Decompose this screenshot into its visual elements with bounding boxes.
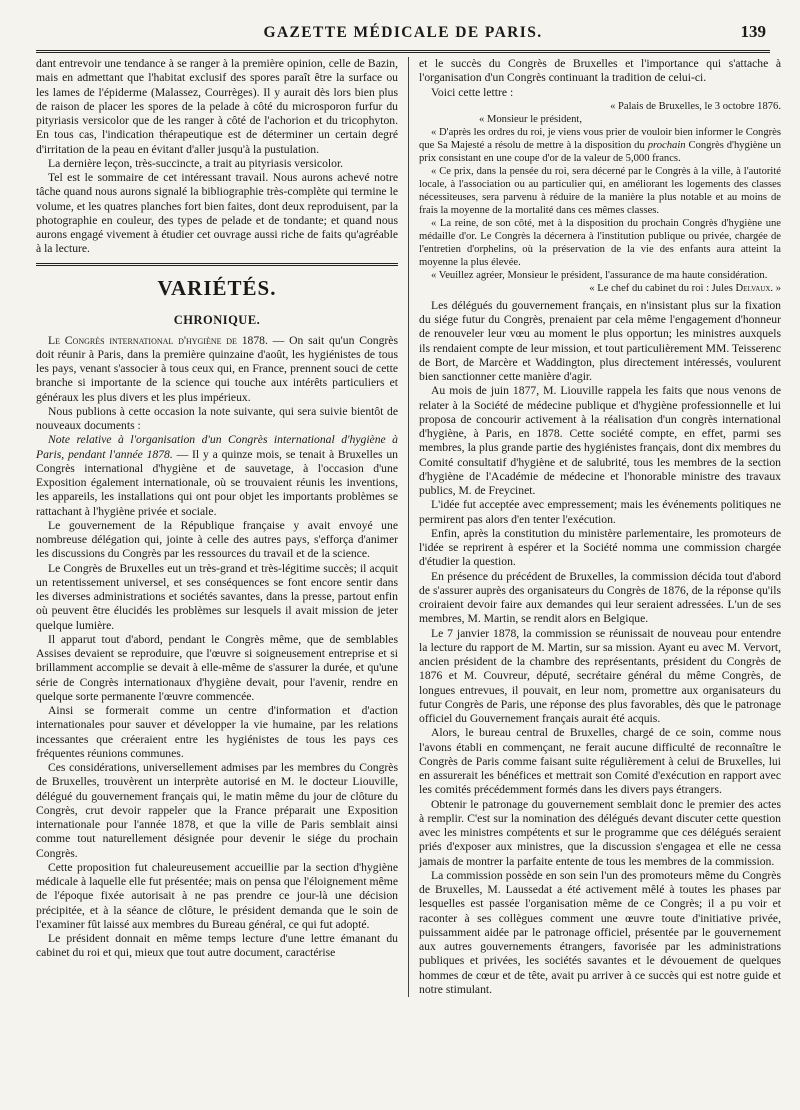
- paragraph: La commission possède en son sein l'un des promoteurs même du Congrès de Bruxelles, M. Laussedat a été activement mêlé à toutes les phases par lesquelles est passée l'organisation même de ce Congrès; il a pu voir et raconter à ses collègues comment une œuvre toute d'initiative privée, puissamment aidée par le patronage officiel, présentée par le gouvernement aux autres gouvernements étrangers, favorisée par les administrations publiques et privées, les sociétés savantes et le dévouement de quelques hommes de cœur et de tête, avait pu arriver à ce succès qui est notre guide et notre stimulant.: [419, 868, 781, 996]
- paragraph: Le président donnait en même temps lecture d'une lettre émanant du cabinet du roi et qui, mieux que tout autre document, caractérise: [36, 932, 398, 960]
- letter-signature: « Le chef du cabinet du roi : Jules Delvaux. »: [589, 282, 781, 294]
- section-title: VARIÉTÉS.: [157, 275, 277, 300]
- journal-title: GAZETTE MÉDICALE DE PARIS.: [263, 24, 543, 41]
- paragraph: dant entrevoir une tendance à se ranger à la première opinion, celle de Bazin, mais en admettant que l'habitat exclusif des spores paraît être la surface ou les lames de l'épiderme (Malassez, Courrèges). Il y aurait dès lors bien plus de raison de placer les spores de la pelade à côté du microsporon furfur du pityriasis versicolor que de les ranger à côté de l'achorion et du tricophyton. En tous cas, l'indication thérapeutique est de déterminer un certain degré d'irritation de la peau en évitant d'aller jusqu'à la pustulation.: [36, 57, 398, 156]
- paragraph: Enfin, après la constitution du ministère parlementaire, les promoteurs de l'idée se reprirent à espérer et la Société nomma une commission chargée d'étudier la question.: [419, 526, 781, 569]
- left-column: [36, 57, 398, 997]
- paragraph: et le succès du Congrès de Bruxelles et l'importance qui s'attache à l'organisation d'un Congrès continuant la tradition de celui-ci.: [419, 57, 781, 85]
- paragraph: Les délégués du gouvernement français, en n'insistant plus sur la fixation du siége futur du Congrès, prenaient par cela même l'engagement d'honneur de renouveler leur vœu au moment le plus opportun; les ministres auxquels ils rendaient compte de leur mission, et tout particulièrement MM. Teisserenc de Bort, de Marcère et Waddington, plus directement intéressés, voulurent bien sanctionner cette manière d'agir.: [419, 298, 781, 383]
- right-column: [408, 57, 781, 997]
- article-lead: Le Congrès international d'hygiène de 1878.: [48, 333, 268, 347]
- letter-dateline: « Palais de Bruxelles, le 3 octobre 1876.: [610, 100, 781, 112]
- paragraph: Alors, le bureau central de Bruxelles, chargé de ce soin, comme nous l'avons établi en commençant, ne ferait aucune difficulté de reconnaître le Congrès de Paris comme faisant suite régulièrement à celui de Bruxelles, lui en assurerait les bénéfices et mettrait son Comité d'exécution en rapport avec les comités précédemment formés dans les divers pays étrangers.: [419, 726, 781, 797]
- paragraph: Le 7 janvier 1878, la commission se réunissait de nouveau pour entendre la lecture du rapport de M. Martin, sur sa mission. Ayant eu avec M. Vervort, ancien président de la chambre des représentants, président du Congrès de 1876 et M. Couvreur, député, secrétaire général du même Congrès, de longues entrevues, il pouvait, en leur nom, promettre aux organisateurs du futur Congrès de Paris, une réponse des plus favorables, dès que le patronage officiel du Gouvernement français aurait été acquis.: [419, 626, 781, 725]
- paragraph: Le Congrès international d'hygiène de 1878. — On sait qu'un Congrès doit réunir à Paris, dans la première quinzaine d'août, les hygiénistes de tous les pays, venant s'associer à tous ceux qui, en France, prennent souci de cette branche si importante de la science qui touche aux intérêts particuliers et généraux les plus divers et les plus impérieux.: [36, 333, 398, 404]
- page-number: 139: [740, 22, 766, 41]
- letter-paragraph: « Ce prix, dans la pensée du roi, sera décerné par le Congrès à la ville, à l'autorité locale, à l'association ou au particulier qui, en améliorant les logements des classes nécessiteuses, sera parvenu à réduire de la manière la plus notable et au moins de frais la moyenne de la mortalité dans ces mêmes classes.: [419, 165, 781, 216]
- paragraph: Ces considérations, universellement admises par les membres du Congrès de Bruxelles, trouvèrent un interprète autorisé en M. le docteur Liouville, délégué du gouvernement français qui, le matin même du jour de clôture du Congrès, crut devoir rappeler que la France préparait une Exposition internationale pour l'année 1878, et que la ville de Paris semblait ainsi comme tout naturellement désignée pour devenir le siége du prochain Congrès.: [36, 761, 398, 860]
- paragraph: Voici cette lettre :: [431, 85, 514, 99]
- running-head: [36, 22, 770, 48]
- paragraph: Il apparut tout d'abord, pendant le Congrès même, que de semblables Assises devaient se reproduire, que l'œuvre si soigneusement entreprise et si brillamment accomplie se devait à elle-même de s'assurer la durée, et qu'une série de Congrès internationaux d'hygiène devait, pour l'avenir, rendre en quelque sorte permanente l'œuvre commencée.: [36, 632, 398, 703]
- paragraph: La dernière leçon, très-succincte, a trait au pityriasis versicolor.: [48, 156, 344, 170]
- paragraph: Obtenir le patronage du gouvernement semblait donc le premier des actes à remplir. C'est sur la nomination des délégués devant discuter cette question avec les ministres compétents et sur le programme que ces délégués seraient priés d'exposer aux ministres, que la discussion s'engagea et elle ne cessa jamais de montrer la parfaite entente de tous les membres de la commission.: [419, 797, 781, 868]
- note-title: Note relative à l'organisation d'un Congrès international d'hygiène à Paris, pendant l'année 1878.: [36, 433, 398, 461]
- letter-paragraph: « Veuillez agréer, Monsieur le président, l'assurance de ma haute considération.: [431, 269, 768, 281]
- section-divider: [36, 263, 398, 266]
- paragraph: Le gouvernement de la République française y avait envoyé une nombreuse délégation qui, jointe à celle des autres pays, s'efforça d'animer les discussions du Congrès par les ressources du travail et de la science.: [36, 518, 398, 561]
- paragraph: Note relative à l'organisation d'un Congrès international d'hygiène à Paris, pendant l'année 1878. — Il y a quinze mois, se tenait à Bruxelles un Congrès international d'hygiène et de sauvetage, à l'occasion d'une Exposition également internationale, où se trouvaient réunis les inventions, les appareils, les installations qui ont pour objet les importants problèmes se rattachant à l'hygiène privée et sociale.: [36, 433, 398, 518]
- paragraph: L'idée fut acceptée avec empressement; mais les événements politiques ne permirent pas alors d'en tenter l'exécution.: [419, 498, 781, 526]
- letter-paragraph: « D'après les ordres du roi, je viens vous prier de vouloir bien informer le Congrès que Sa Majesté a résolu de mettre à la disposition du prochain Congrès d'hygiène un prix consistant en une coupe d'or de la valeur de 5,000 francs.: [419, 126, 782, 164]
- subsection-title: CHRONIQUE.: [173, 312, 261, 327]
- paragraph: Le Congrès de Bruxelles eut un très-grand et très-légitime succès; il acquit un retentissement universel, et ses conséquences se font encore sentir dans les diverses administrations et sociétés savantes, dans la presse, partout enfin où peuvent être élucidés les problèmes sur lesquels il avait mission de jeter quelque lumière.: [36, 561, 398, 632]
- text-columns: [36, 57, 782, 997]
- paragraph: Nous publions à cette occasion la note suivante, qui sera suivie bientôt de nouveaux documents :: [36, 404, 398, 432]
- letter-paragraph: « La reine, de son côté, met à la disposition du prochain Congrès d'hygiène une médaille d'or. Le Congrès la décernera à l'institution publique ou privée, chargée de l'entretien d'orphelins, où la préservation de la vie des enfants aura atteint la moyenne la plus élevée.: [419, 217, 781, 268]
- paragraph: Ainsi se formerait comme un centre d'information et d'action internationales pour sauver et développer la vie humaine, par les relations incessantes que créeraient entre les hygiénistes de tous les pays ces fréquentes réunions communes.: [36, 704, 398, 760]
- header-rule: [36, 50, 770, 53]
- letter-salutation: « Monsieur le président,: [479, 113, 582, 125]
- paragraph: En présence du précédent de Bruxelles, la commission décida tout d'abord de s'assurer auprès des organisateurs du Congrès de 1876, de la réponse qu'ils croiraient devoir faire aux demandes qui leur seraient adressées. L'un de ses membres, M. Martin, se rendit alors en Belgique.: [419, 569, 781, 626]
- paragraph: Au mois de juin 1877, M. Liouville rappela les faits que nous venons de relater à la Société de médecine publique et d'hygiène professionnelle et lui proposa de concourir activement à la réalisation d'un congrès international d'hygiène, à Paris, en 1878. Cette société compte, en effet, parmi ses membres, la plus grande partie des hygiénistes français, dont dix membres du Comité consultatif d'hygiène et de salubrité, tous les membres de la section d'hygiène de l'Académie de médecine et l'honorable ministre des travaux publics, M. de Freycinet.: [419, 384, 781, 497]
- paragraph: Cette proposition fut chaleureusement accueillie par la section d'hygiène médicale à laquelle elle fut présentée; mais on pensa que l'éloignement même de l'époque fixée autorisait à ne pas prendre ce jour-là une décision précipitée, et à la séance de clôture, le président demanda que le soin de l'examiner fût laissé aux membres du Bureau général, ce qui fut adopté.: [36, 860, 398, 931]
- paragraph: Tel est le sommaire de cet intéressant travail. Nous aurons achevé notre tâche quand nous aurons signalé la bibliographie très-complète qui termine le volume, et les quatres planches fort bien faites, dont deux reproduisent, par la photographie en couleur, des types de pelade et de tondante; et quand nous aurons engagé vivement à étudier cet ouvrage aussi riche de faits qu'agréable à la lecture.: [36, 171, 398, 256]
